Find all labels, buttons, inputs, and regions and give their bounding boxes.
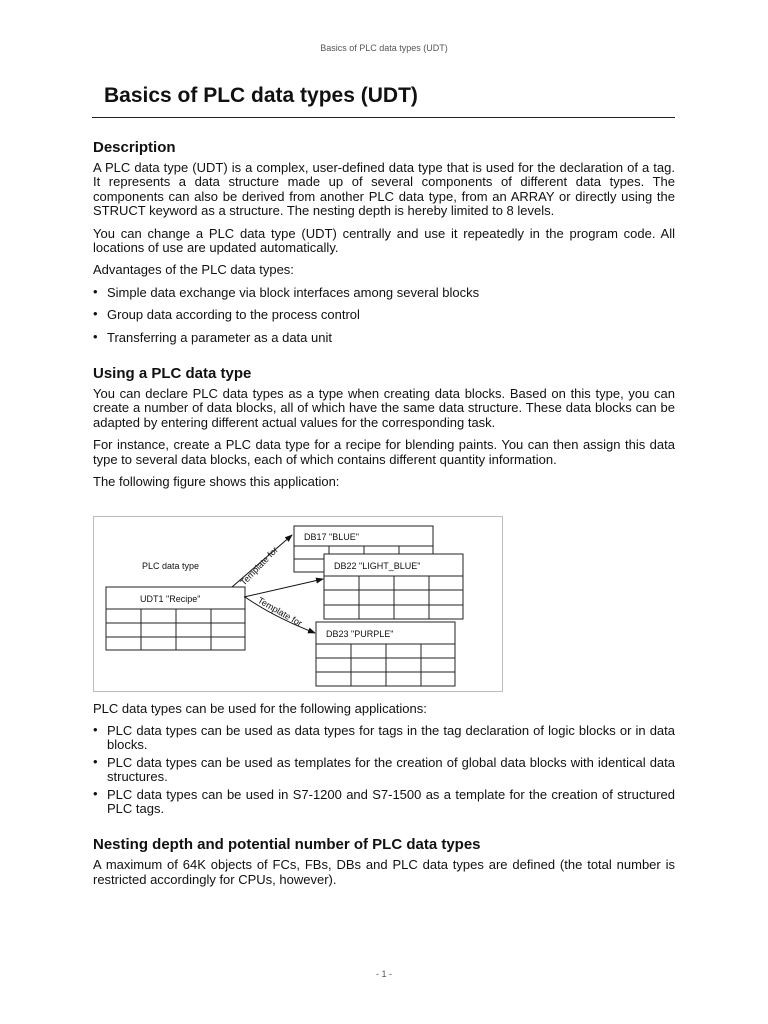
bullet-icon: • [93, 328, 98, 344]
list-item: • Transferring a parameter as a data unit [93, 328, 332, 345]
title-rule [92, 117, 675, 118]
arrow-to-db22 [244, 579, 323, 597]
bullet-icon: • [93, 306, 98, 322]
page-content [93, 139, 675, 895]
list-item: • Group data according to the process control [93, 306, 360, 323]
description-paragraph-1: A PLC data type (UDT) is a complex, user-defined data type that is used for the declaration of a tag. It represents a data structure made up of several components of different data types. The components can also be derived from another PLC data type, from an ARRAY or directly using the STRUCT keyword as a structure. The nesting depth is hereby limited to 8 levels. [93, 160, 675, 219]
udt-table [106, 587, 245, 650]
using-paragraph-3: The following figure shows this application: [93, 474, 340, 490]
applications-list [93, 721, 675, 816]
udt-table-title: UDT1 "Recipe" [140, 593, 201, 604]
udt-diagram [93, 516, 503, 692]
db22-title: DB22 "LIGHT_BLUE" [334, 560, 421, 571]
bullet-icon: • [93, 283, 98, 299]
applications-intro: PLC data types can be used for the following applications: [93, 700, 427, 716]
list-item: • PLC data types can be used in S7-1200 and S7-1500 as a template for the creation of structured PLC tags. [93, 785, 675, 816]
page-number: - 1 - [375, 969, 392, 979]
nesting-paragraph: A maximum of 64K objects of FCs, FBs, DBs and PLC data types are defined (the total number is restricted accordingly for CPUs, however). [93, 857, 675, 887]
bullet-icon: • [93, 721, 98, 737]
template-for-label-1: Template for [238, 544, 280, 587]
nesting-heading: Nesting depth and potential number of PLC data types [93, 836, 481, 854]
using-paragraph-1: You can declare PLC data types as a type when creating data blocks. Based on this type, you can create a number of data blocks, all of which have the same data structure. These data blocks can be adapted by entering different actual values for the corresponding task. [93, 386, 675, 430]
db23-table [316, 622, 455, 686]
plc-data-type-label: PLC data type [142, 560, 200, 571]
using-paragraph-2: For instance, create a PLC data type for a recipe for blending paints. You can then assign this data type to several data blocks, each of which contains different quantity information. [93, 437, 675, 467]
db22-table [324, 554, 463, 619]
bullet-icon: • [93, 753, 98, 769]
db17-title: DB17 "BLUE" [304, 531, 359, 542]
running-header: Basics of PLC data types (UDT) [320, 43, 448, 53]
template-for-label-2: Template for [256, 594, 304, 628]
list-item: • Simple data exchange via block interfaces among several blocks [93, 283, 480, 300]
description-heading: Description [93, 139, 176, 156]
advantages-intro: Advantages of the PLC data types: [93, 262, 294, 278]
description-paragraph-2: You can change a PLC data type (UDT) centrally and use it repeatedly in the program code. All locations of use are updated automatically. [93, 225, 675, 256]
using-heading: Using a PLC data type [93, 365, 252, 383]
db23-title: DB23 "PURPLE" [326, 628, 394, 639]
bullet-icon: • [93, 785, 98, 801]
page-title: Basics of PLC data types (UDT) [104, 84, 418, 107]
advantages-list [93, 283, 675, 345]
list-item: • PLC data types can be used as templates for the creation of global data blocks with identical data structures. [93, 753, 675, 785]
list-item: • PLC data types can be used as data types for tags in the tag declaration of logic blocks or in data blocks. [93, 721, 675, 753]
